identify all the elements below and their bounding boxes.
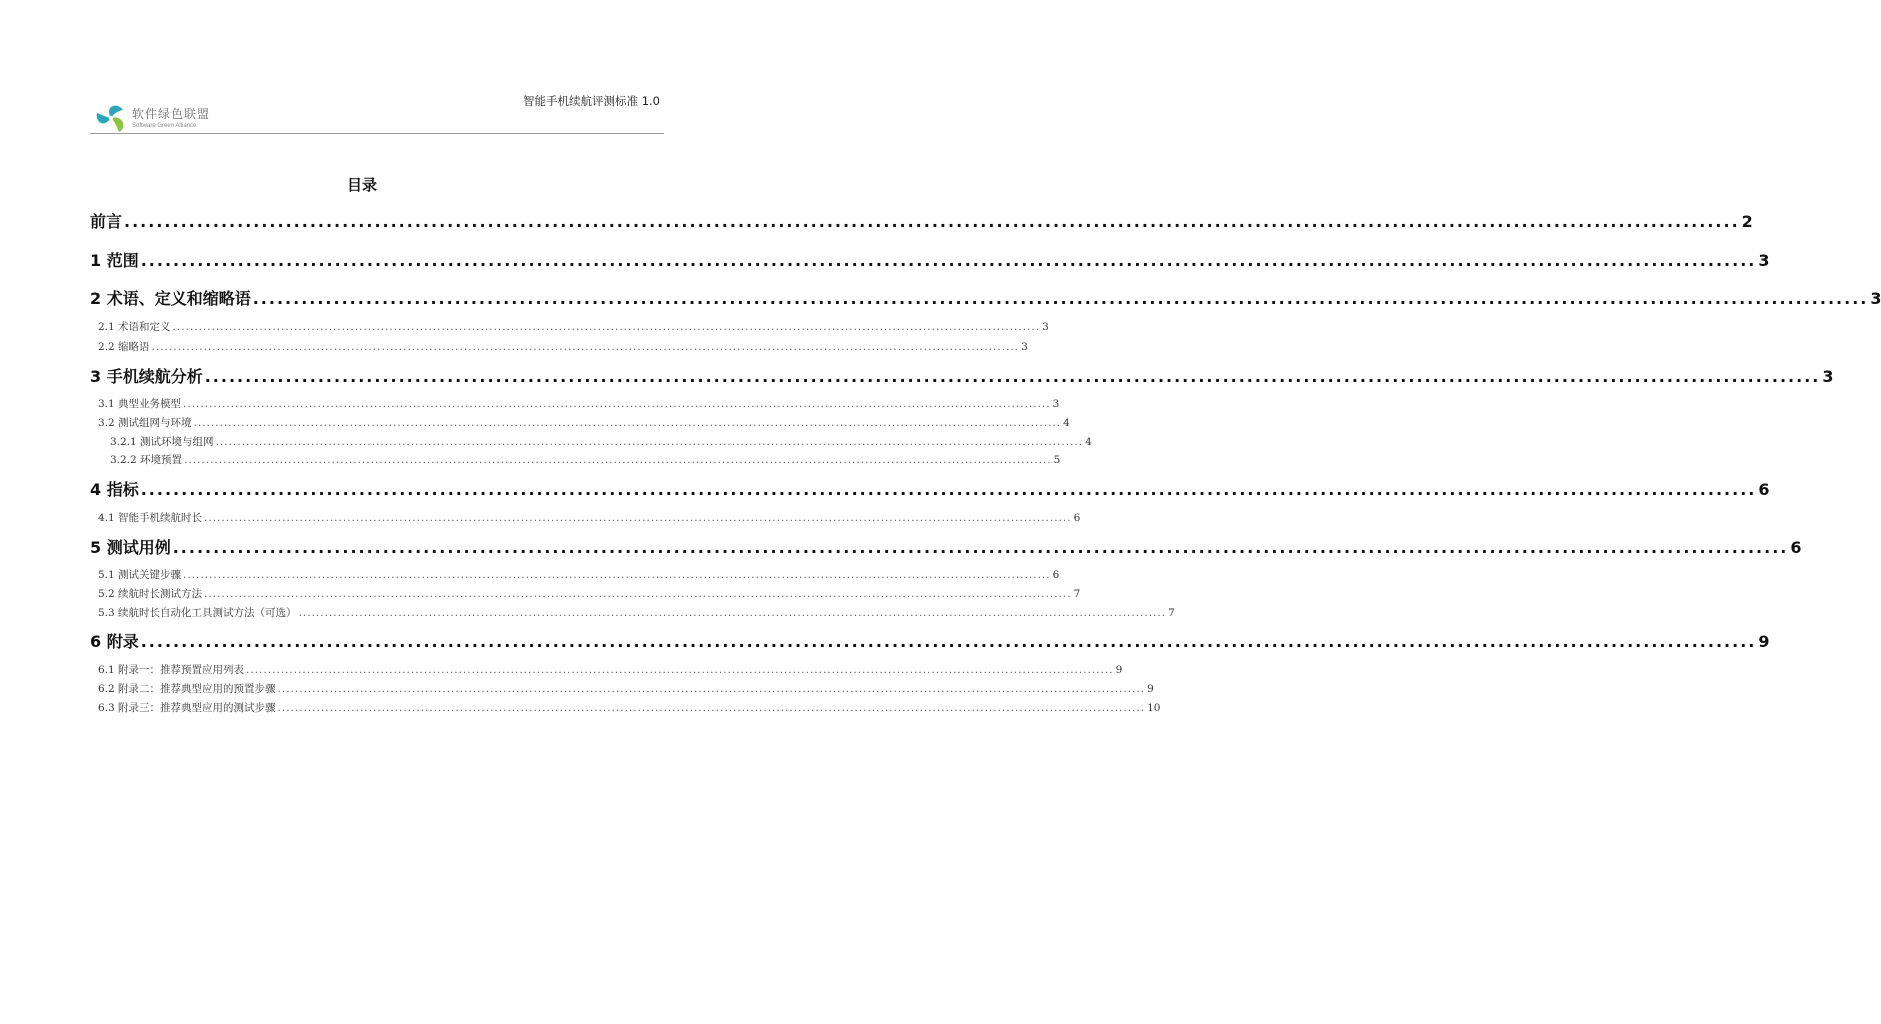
toc-entry[interactable] (98, 339, 1028, 355)
toc-entry[interactable] (90, 250, 1770, 272)
toc-dot-leader: ........................................................................................................................................................................................................ (183, 398, 1051, 410)
toc-page-number: 3 (1822, 367, 1834, 386)
toc-entry-label: 1 范围 (90, 251, 139, 270)
toc-page-number: 3 (1052, 398, 1060, 410)
toc-entry[interactable] (90, 288, 1881, 310)
toc-entry[interactable] (98, 319, 1049, 335)
toc-page-number: 6 (1073, 512, 1081, 524)
page-header (90, 84, 664, 134)
toc-page-number: 6 (1758, 480, 1770, 499)
alliance-logo-icon (94, 101, 128, 135)
toc-entry-label: 6 附录 (90, 632, 139, 651)
toc-entry-label: 5.2 续航时长测试方法 (98, 588, 203, 600)
toc-dot-leader: ........................................................................................................................................................................................................ (184, 454, 1052, 466)
toc-dot-leader: ........................................................................................................................................................................................................ (172, 321, 1041, 333)
toc-entry-label: 前言 (90, 212, 123, 231)
toc-dot-leader: ........................................................................................................................................................................................................ (183, 569, 1051, 581)
toc-dot-leader: ........................................................................................................................................................................................................ (140, 632, 1757, 651)
toc-entry-label: 5.3 续航时长自动化工具测试方法（可选） (98, 607, 297, 619)
toc-entry[interactable] (110, 452, 1061, 468)
toc-entry-label: 5.1 测试关键步骤 (98, 569, 182, 581)
toc-page-number: 9 (1758, 632, 1770, 651)
toc-page-number: 3 (1021, 341, 1028, 353)
toc-dot-leader: ........................................................................................................................................................................................................ (204, 588, 1072, 600)
toc-entry-label: 2.2 缩略语 (98, 341, 150, 353)
toc-entry-label: 5 测试用例 (90, 538, 171, 557)
toc-page-number: 5 (1053, 454, 1061, 466)
alliance-logo (94, 101, 210, 135)
toc-page-number: 3 (1758, 251, 1770, 270)
toc-dot-leader: ........................................................................................................................................................................................................ (204, 512, 1072, 524)
toc-entry[interactable] (90, 211, 1753, 233)
toc-entry[interactable] (98, 586, 1081, 602)
toc-entry-label: 4.1 智能手机续航时长 (98, 512, 203, 524)
toc-page-number: 9 (1115, 664, 1123, 676)
toc-entry[interactable] (98, 396, 1060, 412)
toc-entry-label: 3.1 典型业务模型 (98, 398, 182, 410)
toc-page-number: 6 (1052, 569, 1060, 581)
toc-entry[interactable] (110, 434, 1092, 450)
toc-dot-leader: ........................................................................................................................................................................................................ (298, 607, 1167, 619)
toc-entry[interactable] (90, 479, 1770, 501)
toc-entry[interactable] (98, 662, 1123, 678)
toc-entry[interactable] (98, 605, 1175, 621)
toc-entry[interactable] (90, 631, 1770, 653)
toc-entry-label: 3.2.1 测试环境与组网 (110, 436, 214, 448)
toc-entry-label: 3.2.2 环境预置 (110, 454, 183, 466)
toc-heading: 目录 (346, 176, 377, 194)
toc-dot-leader: ........................................................................................................................................................................................................ (277, 683, 1146, 695)
toc-page-number: 4 (1063, 417, 1070, 429)
logo-english-name: Software Green Alliance (132, 122, 197, 129)
toc-page-number: 10 (1147, 702, 1161, 714)
header-divider (90, 133, 664, 134)
toc-entry-label: 4 指标 (90, 480, 139, 499)
toc-page-number: 3 (1870, 289, 1881, 308)
toc-page-number: 7 (1073, 588, 1081, 600)
toc-dot-leader: ........................................................................................................................................................................................................ (193, 417, 1062, 429)
toc-dot-leader: ........................................................................................................................................................................................................ (215, 436, 1084, 448)
toc-entry-label: 6.2 附录二：推荐典型应用的预置步骤 (98, 683, 276, 695)
toc-entry[interactable] (98, 567, 1060, 583)
logo-chinese-name: 软件绿色联盟 (132, 106, 211, 121)
toc-entry-label: 6.3 附录三：推荐典型应用的测试步骤 (98, 702, 276, 714)
toc-dot-leader: ........................................................................................................................................................................................................ (204, 367, 1821, 386)
toc-entry-label: 3 手机续航分析 (90, 367, 203, 386)
toc-page-number: 6 (1790, 538, 1802, 557)
toc-page-number: 7 (1168, 607, 1175, 619)
toc-entry-label: 6.1 附录一：推荐预置应用列表 (98, 664, 245, 676)
toc-dot-leader: ........................................................................................................................................................................................................ (140, 251, 1757, 270)
toc-dot-leader: ........................................................................................................................................................................................................ (151, 341, 1020, 353)
toc-dot-leader: ........................................................................................................................................................................................................ (140, 480, 1757, 499)
toc-entry[interactable] (98, 510, 1081, 526)
toc-entry[interactable] (98, 681, 1154, 697)
toc-page-number: 9 (1147, 683, 1154, 695)
toc-entry[interactable] (90, 537, 1802, 559)
toc-entry[interactable] (98, 415, 1070, 431)
toc-entry-label: 3.2 测试组网与环境 (98, 417, 192, 429)
toc-page-number: 3 (1042, 321, 1049, 333)
toc-dot-leader: ........................................................................................................................................................................................................ (124, 212, 1740, 231)
toc-entry[interactable] (90, 366, 1834, 388)
toc-dot-leader: ........................................................................................................................................................................................................ (252, 289, 1869, 308)
toc-entry[interactable] (98, 700, 1161, 716)
toc-page-number: 4 (1085, 436, 1092, 448)
toc-page-number: 2 (1741, 212, 1753, 231)
toc-entry-label: 2.1 术语和定义 (98, 321, 171, 333)
toc-entry-label: 2 术语、定义和缩略语 (90, 289, 251, 308)
toc-dot-leader: ........................................................................................................................................................................................................ (277, 702, 1146, 714)
document-title: 智能手机续航评测标准 1.0 (523, 94, 660, 108)
toc-dot-leader: ........................................................................................................................................................................................................ (172, 538, 1789, 557)
toc-dot-leader: ........................................................................................................................................................................................................ (246, 664, 1114, 676)
